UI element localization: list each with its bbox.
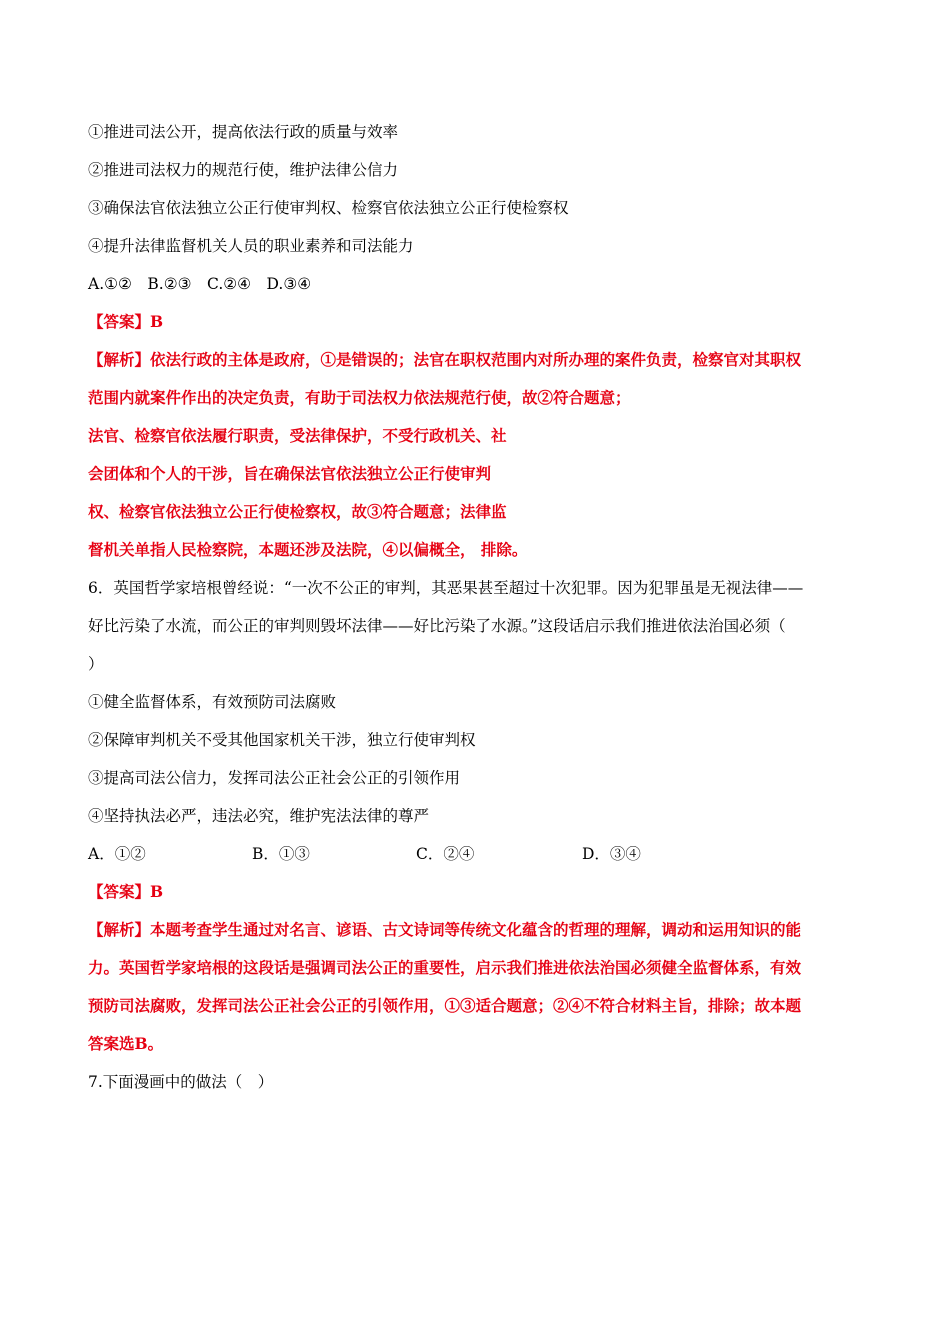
q5-analysis-line-2: 范围内就案件作出的决定负责，有助于司法权力依法规范行使，故②符合题意； bbox=[88, 388, 631, 407]
q5-option-3: ③确保法官依法独立公正行使审判权、检察官依法独立公正行使检察权 bbox=[88, 199, 569, 217]
q6-choices bbox=[88, 843, 641, 865]
answer-tag: 【答案】 bbox=[88, 882, 151, 901]
answer-tag: 【答案】 bbox=[88, 312, 151, 331]
q5-option-2: ②推进司法权力的规范行使，维护法律公信力 bbox=[88, 161, 399, 179]
q5-analysis-line-3: 法官、检察官依法履行职责，受法律保护，不受行政机关、社 bbox=[88, 426, 507, 445]
q6-stem-line-3: ） bbox=[88, 655, 104, 673]
q6-choice-c: C．②④ bbox=[416, 845, 475, 863]
q6-analysis-line-4: 答案选B。 bbox=[88, 1034, 164, 1053]
analysis-tag: 【解析】 bbox=[88, 350, 151, 369]
q6-option-3: ③提高司法公信力，发挥司法公正社会公正的引领作用 bbox=[88, 769, 461, 787]
q5-choices: A.①② B.②③ C.②④ D.③④ bbox=[88, 275, 312, 293]
q6-answer bbox=[88, 881, 163, 903]
q6-choice-d: D．③④ bbox=[582, 845, 641, 863]
analysis-tag: 【解析】 bbox=[88, 920, 151, 939]
q5-answer bbox=[88, 311, 163, 333]
q6-option-2: ②保障审判机关不受其他国家机关干涉，独立行使审判权 bbox=[88, 731, 476, 749]
q5-analysis-line-1 bbox=[88, 349, 801, 371]
q5-option-4: ④提升法律监督机关人员的职业素养和司法能力 bbox=[88, 237, 414, 255]
q5-analysis-line-4: 会团体和个人的干涉，旨在确保法官依法独立公正行使审判 bbox=[88, 464, 492, 483]
q6-option-4: ④坚持执法必严，违法必究，维护宪法法律的尊严 bbox=[88, 807, 430, 825]
q6-choice-a: A．①② bbox=[88, 845, 146, 863]
q5-analysis-line-6: 督机关单指人民检察院，本题还涉及法院，④以偏概全， 排除。 bbox=[88, 540, 528, 559]
q6-analysis-line-1 bbox=[88, 919, 801, 941]
q5-option-1: ①推进司法公开，提高依法行政的质量与效率 bbox=[88, 123, 399, 141]
q6-stem-line-1: 6．英国哲学家培根曾经说：“一次不公正的审判，其恶果甚至超过十次犯罪。因为犯罪虽是无视法律—— bbox=[88, 579, 804, 597]
q6-option-1: ①健全监督体系，有效预防司法腐败 bbox=[88, 693, 337, 711]
q5-analysis-line-5: 权、检察官依法独立公正行使检察权，故③符合题意；法律监 bbox=[88, 502, 507, 521]
q6-analysis-line-2: 力。英国哲学家培根的这段话是强调司法公正的重要性，启示我们推进依法治国必须健全监督体系，有效 bbox=[88, 958, 802, 977]
analysis-text: 依法行政的主体是政府，①是错误的；法官在职权范围内对所办理的案件负责，检察官对其职权 bbox=[150, 350, 802, 369]
q6-choice-b: B．①③ bbox=[252, 845, 310, 863]
q7-stem: 7.下面漫画中的做法（ ） bbox=[88, 1073, 274, 1091]
q6-stem-line-2: 好比污染了水流，而公正的审判则毁坏法律——好比污染了水源。”这段话启示我们推进依法治国必须（ bbox=[88, 617, 786, 635]
answer-value: B bbox=[150, 312, 164, 331]
answer-value: B bbox=[150, 882, 164, 901]
analysis-text: 本题考查学生通过对名言、谚语、古文诗词等传统文化蕴含的哲理的理解，调动和运用知识的能 bbox=[150, 920, 802, 939]
q6-analysis-line-3: 预防司法腐败，发挥司法公正社会公正的引领作用，①③适合题意；②④不符合材料主旨，排除；故本题 bbox=[88, 996, 802, 1015]
